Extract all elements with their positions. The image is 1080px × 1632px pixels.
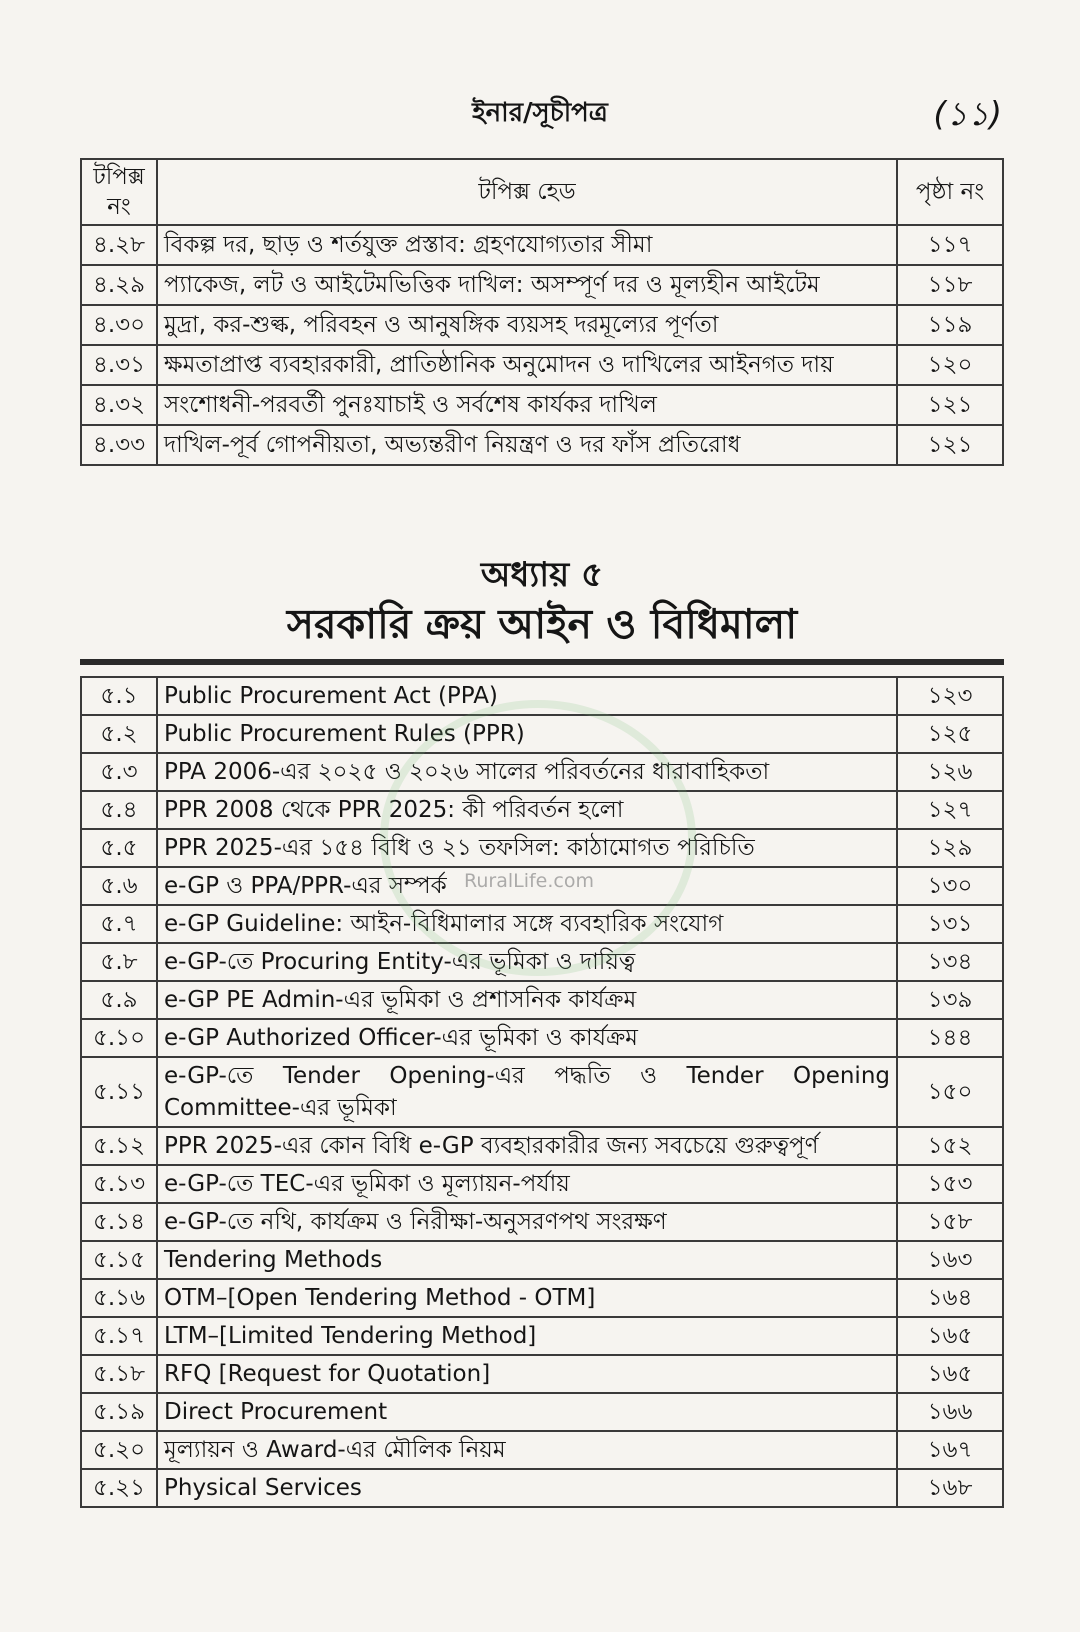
- topic-title: বিকল্প দর, ছাড় ও শর্তযুক্ত প্রস্তাব: গ্রহণযোগ্যতার সীমা: [157, 225, 897, 265]
- table-row: [81, 305, 1003, 345]
- topic-number: ৪.২৮: [81, 225, 157, 265]
- page-number-cell: ১৫৩: [897, 1165, 1003, 1203]
- chapter-divider: [80, 659, 1004, 665]
- page-number-cell: ১৪৪: [897, 1019, 1003, 1057]
- chapter-label: অধ্যায় ৫: [480, 555, 604, 595]
- topic-title: ক্ষমতাপ্রাপ্ত ব্যবহারকারী, প্রাতিষ্ঠানিক অনুমোদন ও দাখিলের আইনগত দায়: [157, 345, 897, 385]
- page-number-cell: ১৬৪: [897, 1279, 1003, 1317]
- table-row: [81, 1057, 1003, 1127]
- page-number-cell: ১১৯: [897, 305, 1003, 345]
- topic-title: e-GP Authorized Officer-এর ভূমিকা ও কার্যক্রম: [157, 1019, 897, 1057]
- table-row: [81, 1469, 1003, 1507]
- watermark-url: RuralLife.com: [464, 870, 594, 892]
- topic-title: দাখিল-পূর্ব গোপনীয়তা, অভ্যন্তরীণ নিয়ন্ত্রণ ও দর ফাঁস প্রতিরোধ: [157, 425, 897, 465]
- page-title: ইনার/সূচীপত্র: [472, 98, 608, 128]
- topic-number: ৫.৮: [81, 943, 157, 981]
- topic-title: e-GP ও PPA/PPR-এর সম্পর্ক: [157, 867, 897, 905]
- topic-title: Physical Services: [157, 1469, 897, 1507]
- page-number-cell: ১৩৪: [897, 943, 1003, 981]
- topic-number: ৫.১৫: [81, 1241, 157, 1279]
- table-row: [81, 1279, 1003, 1317]
- page-number-cell: ১৬৫: [897, 1355, 1003, 1393]
- topic-number: ৫.৫: [81, 829, 157, 867]
- topic-number: ৪.৩৩: [81, 425, 157, 465]
- table-row: [81, 345, 1003, 385]
- chapter-heading: [80, 535, 1004, 662]
- page-header: [0, 84, 1080, 144]
- topic-title: প্যাকেজ, লট ও আইটেমভিত্তিক দাখিল: অসম্পূর্ণ দর ও মূল্যহীন আইটেম: [157, 265, 897, 305]
- page-number-cell: ১২৫: [897, 715, 1003, 753]
- topic-number: ৪.২৯: [81, 265, 157, 305]
- topic-number: ৫.২০: [81, 1431, 157, 1469]
- page-number-cell: ১৩৯: [897, 981, 1003, 1019]
- table-row: [81, 1127, 1003, 1165]
- table-row: [81, 425, 1003, 465]
- topic-title: e-GP-তে নথি, কার্যক্রম ও নিরীক্ষা-অনুসরণপথ সংরক্ষণ: [157, 1203, 897, 1241]
- topic-number: ৪.৩১: [81, 345, 157, 385]
- page-number-cell: ১৫০: [897, 1057, 1003, 1127]
- topic-title: PPR 2025-এর কোন বিধি e-GP ব্যবহারকারীর জন্য সবচেয়ে গুরুত্বপূর্ণ: [157, 1127, 897, 1165]
- page-number-cell: ১৫৮: [897, 1203, 1003, 1241]
- table-row: [81, 981, 1003, 1019]
- topic-number: ৫.১৬: [81, 1279, 157, 1317]
- page-number-cell: ১৬৫: [897, 1317, 1003, 1355]
- topic-number: ৫.১৯: [81, 1393, 157, 1431]
- table-row: [81, 225, 1003, 265]
- table-header-row: [81, 159, 1003, 225]
- topic-title: PPR 2008 থেকে PPR 2025: কী পরিবর্তন হলো: [157, 791, 897, 829]
- page-number-cell: ১২৩: [897, 677, 1003, 715]
- topic-number: ৫.২: [81, 715, 157, 753]
- topic-title: e-GP-তে Tender Opening-এর পদ্ধতি ও Tender Opening Committee-এর ভূমিকা: [157, 1057, 897, 1127]
- topic-title: Tendering Methods: [157, 1241, 897, 1279]
- table-row: [81, 1019, 1003, 1057]
- topic-title: Public Procurement Act (PPA): [157, 677, 897, 715]
- topic-title: মূল্যায়ন ও Award-এর মৌলিক নিয়ম: [157, 1431, 897, 1469]
- topic-number: ৫.১৮: [81, 1355, 157, 1393]
- topic-number: ৫.১: [81, 677, 157, 715]
- table-row: [81, 1317, 1003, 1355]
- header-page-number: পৃষ্ঠা নং: [897, 159, 1003, 225]
- page-number-cell: ১২০: [897, 345, 1003, 385]
- header-topic-number: টপিক্স নং: [81, 159, 157, 225]
- page-number-cell: ১৫২: [897, 1127, 1003, 1165]
- table-row: [81, 265, 1003, 305]
- topic-title: OTM–[Open Tendering Method - OTM]: [157, 1279, 897, 1317]
- watermark-logo: [380, 700, 696, 976]
- page-number-cell: ১৬৩: [897, 1241, 1003, 1279]
- topic-number: ৫.২১: [81, 1469, 157, 1507]
- topic-number: ৫.১০: [81, 1019, 157, 1057]
- topic-number: ৫.৭: [81, 905, 157, 943]
- page-number-cell: ১১৮: [897, 265, 1003, 305]
- topic-number: ৫.৪: [81, 791, 157, 829]
- table-row: [81, 1241, 1003, 1279]
- table-row: [81, 1355, 1003, 1393]
- topic-title: e-GP-তে TEC-এর ভূমিকা ও মূল্যায়ন-পর্যায়: [157, 1165, 897, 1203]
- topic-number: ৪.৩০: [81, 305, 157, 345]
- topic-number: ৫.১৭: [81, 1317, 157, 1355]
- page-number-cell: ১১৭: [897, 225, 1003, 265]
- topic-title: e-GP-তে Procuring Entity-এর ভূমিকা ও দায়িত্ব: [157, 943, 897, 981]
- topic-number: ৫.১২: [81, 1127, 157, 1165]
- topic-title: e-GP Guideline: আইন-বিধিমালার সঙ্গে ব্যবহারিক সংযোগ: [157, 905, 897, 943]
- topic-title: PPR 2025-এর ১৫৪ বিধি ও ২১ তফসিল: কাঠামোগত পরিচিতি: [157, 829, 897, 867]
- page-number: (১১): [933, 94, 1002, 133]
- table-row: [81, 1203, 1003, 1241]
- topic-number: ৫.১৪: [81, 1203, 157, 1241]
- topic-title: মুদ্রা, কর-শুল্ক, পরিবহন ও আনুষঙ্গিক ব্যয়সহ দরমূল্যের পূর্ণতা: [157, 305, 897, 345]
- table-row: [81, 1431, 1003, 1469]
- table-row: [81, 385, 1003, 425]
- page-number-cell: ১৩০: [897, 867, 1003, 905]
- page-number-cell: ১২৯: [897, 829, 1003, 867]
- toc-table-part-1: [80, 158, 1004, 466]
- topic-number: ৪.৩২: [81, 385, 157, 425]
- page-number-cell: ১২৬: [897, 753, 1003, 791]
- table-row: [81, 1393, 1003, 1431]
- page-number-cell: ১২১: [897, 425, 1003, 465]
- page-number-cell: ১৬৭: [897, 1431, 1003, 1469]
- topic-number: ৫.১১: [81, 1057, 157, 1127]
- topic-number: ৫.১৩: [81, 1165, 157, 1203]
- topic-number: ৫.৩: [81, 753, 157, 791]
- topic-title: LTM–[Limited Tendering Method]: [157, 1317, 897, 1355]
- table-row: [81, 1165, 1003, 1203]
- page-number-cell: ১২১: [897, 385, 1003, 425]
- topic-title: Public Procurement Rules (PPR): [157, 715, 897, 753]
- topic-title: e-GP PE Admin-এর ভূমিকা ও প্রশাসনিক কার্যক্রম: [157, 981, 897, 1019]
- topic-title: PPA 2006-এর ২০২৫ ও ২০২৬ সালের পরিবর্তনের ধারাবাহিকতা: [157, 753, 897, 791]
- topic-title: RFQ [Request for Quotation]: [157, 1355, 897, 1393]
- topic-title: Direct Procurement: [157, 1393, 897, 1431]
- page-number-cell: ১৬৬: [897, 1393, 1003, 1431]
- topic-number: ৫.৯: [81, 981, 157, 1019]
- page-number-cell: ১৩১: [897, 905, 1003, 943]
- page-number-cell: ১৬৮: [897, 1469, 1003, 1507]
- page-number-cell: ১২৭: [897, 791, 1003, 829]
- header-topic-head: টপিক্স হেড: [157, 159, 897, 225]
- topic-number: ৫.৬: [81, 867, 157, 905]
- chapter-title: সরকারি ক্রয় আইন ও বিধিমালা: [286, 600, 798, 648]
- topic-title: সংশোধনী-পরবর্তী পুনঃযাচাই ও সর্বশেষ কার্যকর দাখিল: [157, 385, 897, 425]
